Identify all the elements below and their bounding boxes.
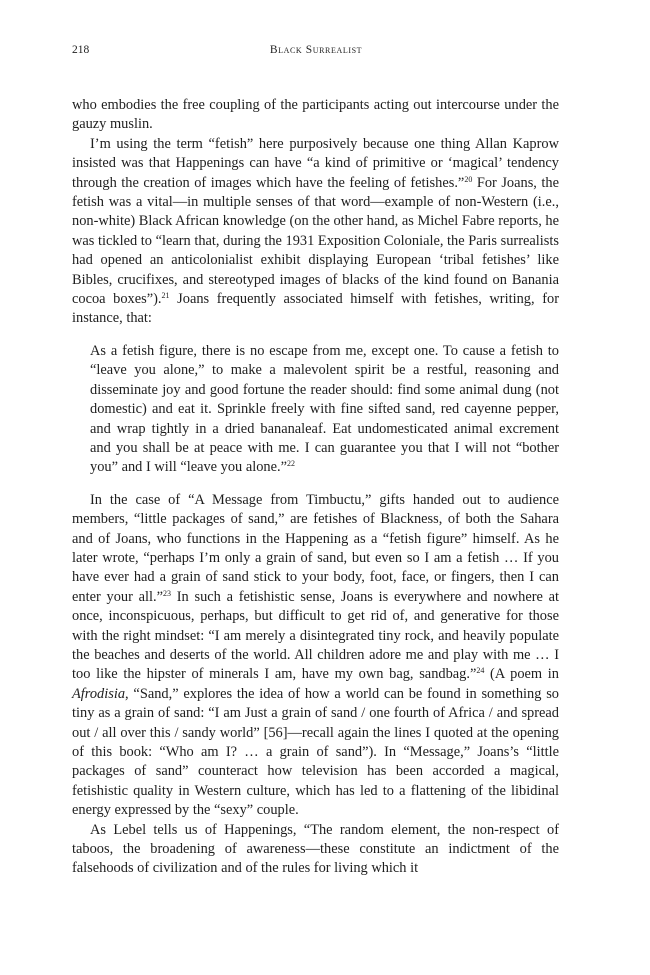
text-run: In such a fetishistic sense, Joans is everywhere and nowhere at once, inconspicuous, perhaps, but difficult to get rid of, and generative for those with the right mindset: “I am merely a disintegrated tiny rock, and heavily populate the beaches and deserts of the world. All children adore me and play with me … I too like the hipster of minerals I am, have my own bag, sandbag.” — [72, 588, 560, 683]
footnote-marker-21[interactable]: 21 — [161, 291, 170, 301]
text-run: , “Sand,” explores the idea of how a world can be found in something so tiny as a grain of sand: “I am Just a grain of sand / one fourth of Africa / and spread out / all over this / sandy world” [56]—recall again the lines I quoted at the opening of this book: “Who am I? … a grain of sand”). In “Message,” Joans’s “little packages of sand” counteract how television has been accorded a magical, fetishistic quality in Western culture, which has led to a flattening of the libidinal energy expressed by the “sexy” couple. — [72, 685, 559, 819]
running-title: Black Surrealist — [269, 44, 363, 56]
running-head — [72, 44, 560, 62]
quote-paragraph — [90, 342, 559, 478]
paragraph-fetish — [72, 135, 559, 329]
text-run: As a fetish figure, there is no escape from me, except one. To cause a fetish to “leave you alone,” to make a malevolent spirit be a restful, reasoning and disseminate joy and good fortune the reader should: find some animal dung (not domestic) and eat it. Sprinkle freely with fine sifted sand, red cayenne pepper, and wrap tightly in a dried bananaleaf. Eat undomesticated animal excrement and you shall be at peace with me. I can guarantee you that I will not “bother you” and I will “leave you alone.” — [90, 342, 559, 476]
footnote-marker-20[interactable]: 20 — [464, 174, 473, 184]
paragraph-continuation — [72, 96, 559, 135]
text-run: In the case of “A Message from Timbuctu,” gifts handed out to audience members, “little packages of sand,” are fetishes of Blackness, of both the Sahara and of Joans, who functions in the Happening as a “fetish figure” himself. As he later wrote, “perhaps I’m only a grain of sand, but even so I am a fetish … If you have ever had a grain of sand stick to your body, foot, face, or fingers, then I can enter your all.” — [72, 491, 559, 605]
text-run: I’m using the term “fetish” here purposively because one thing Allan Kaprow insisted was that Happenings can have “a kind of primitive or ‘magical’ tendency through the creation of images which have the feeling of fetishes.” — [72, 135, 559, 191]
text-run: (A poem in — [484, 666, 559, 683]
book-title-afrodisia: Afrodisia — [72, 685, 126, 702]
text-run: Joans frequently associated himself with fetishes, writing, for instance, that: — [72, 291, 559, 327]
page-number: 218 — [72, 44, 90, 56]
footnote-marker-22[interactable]: 22 — [287, 459, 295, 469]
body-text — [72, 96, 559, 879]
footnote-marker-24[interactable]: 24 — [476, 666, 485, 676]
text-run: For Joans, the fetish was a vital—in multiple senses of that word—example of non-Western (i.e., non-white) Black African knowledge (on the other hand, as Michel Fabre reports, he was tickled to “learn that, during the 1931 Exposition Coloniale, the Paris surrealists had opened an anticolonialist exhibit displaying European ‘tribal fetishes’ like Bibles, crucifixes, and stereotyped images of blacks of the kind found on Banania cocoa boxes”). — [72, 174, 559, 308]
text-run: As Lebel tells us of Happenings, “The random element, the non-respect of taboos, the broadening of awareness—these constitute an indictment of the falsehoods of civilization and of the rules for living which it — [72, 821, 559, 877]
paragraph-lebel — [72, 821, 559, 879]
text-run: who embodies the free coupling of the participants acting out intercourse under the gauzy muslin. — [72, 97, 559, 133]
paragraph-timbuctu — [72, 491, 559, 821]
footnote-marker-23[interactable]: 23 — [163, 588, 171, 598]
block-quote — [90, 342, 559, 478]
